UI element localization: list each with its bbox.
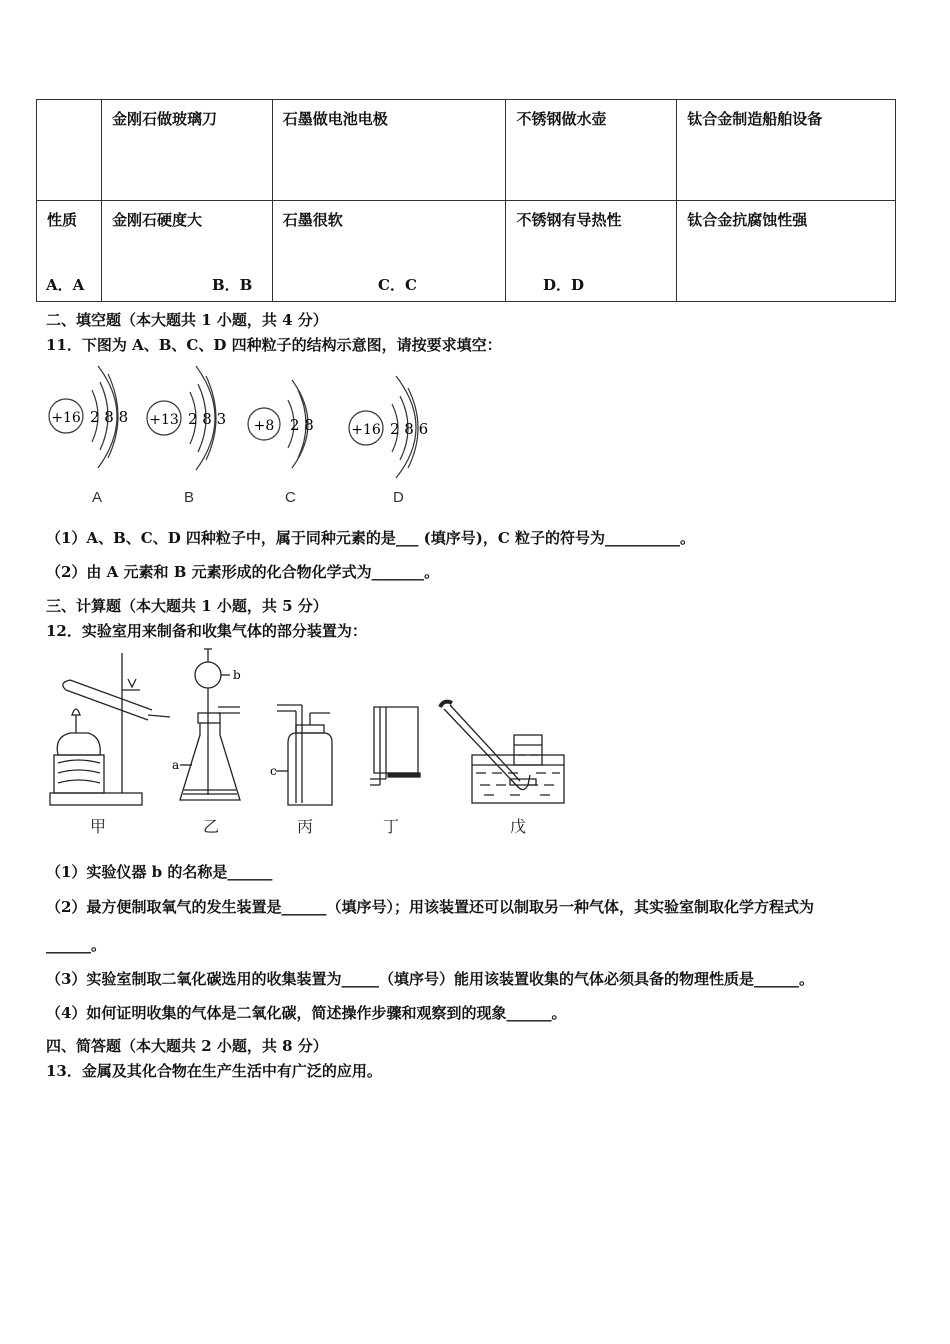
atom-b-diagram [147,366,226,470]
electron-config: 2 8 [290,416,314,434]
electron-config: 2 8 8 [90,408,129,426]
apparatus-label-ding: 丁 [383,817,400,836]
table-cell: 钛合金抗腐蚀性强 [677,201,896,302]
table-cell: 不锈钢有导热性 [506,201,677,302]
table-cell [37,100,102,201]
label-a: a [172,758,180,772]
question-stem: 12．实验室用来制备和收集气体的部分装置为： [46,622,367,640]
question-stem: 11．下图为 A、B、C、D 四种粒子的结构示意图，请按要求填空： [46,336,502,354]
sub-question: （1）A、B、C、D 四种粒子中，属于同种元素的是___ (填序号)，C 粒子的符号为__________。 [46,529,696,547]
atom-label-b: B [184,489,195,506]
option-c[interactable]: C．C [378,276,417,294]
sub-question: （2）由 A 元素和 B 元素形成的化合物化学式为_______。 [46,563,440,581]
section-title: 二、填空题（本大题共 1 小题，共 4 分） [46,311,328,329]
electron-config: 2 8 3 [188,410,227,428]
section-title: 三、计算题（本大题共 1 小题，共 5 分） [46,597,328,615]
apparatus-yi [180,649,240,800]
option-b[interactable]: B．B [212,276,253,294]
comparison-table [36,99,896,302]
apparatus-wu [440,702,564,803]
apparatus-label-wu: 戊 [510,817,527,836]
atom-a-diagram [49,366,128,468]
label-c: c [270,764,277,778]
atom-label-c: C [285,489,296,506]
table-cell: 石墨做电池电极 [272,100,506,201]
label-b: b [233,668,241,682]
apparatus-bing [276,705,332,805]
table-cell: 不锈钢做水壶 [506,100,677,201]
table-row [37,201,896,302]
apparatus-jia [50,653,170,805]
sub-question: （4）如何证明收集的气体是二氧化碳，简述操作步骤和观察到的现象______。 [46,1004,567,1022]
option-a[interactable]: A．A [46,276,85,294]
apparatus-label-bing: 丙 [297,817,314,836]
table-cell: 性质 [37,201,102,302]
lab-apparatus-diagram [40,645,580,815]
atom-c-diagram [248,380,314,468]
atom-label-a: A [92,489,103,506]
atom-nucleus: +16 [51,410,81,426]
apparatus-label-jia: 甲 [90,817,107,836]
table-cell: 石墨很软 [272,201,506,302]
table-cell: 金刚石做玻璃刀 [101,100,272,201]
atom-nucleus: +8 [253,418,275,434]
atom-d-diagram [349,376,428,478]
table-row [37,100,896,201]
atom-label-d: D [393,489,404,506]
atom-nucleus: +16 [351,422,381,438]
atom-diagrams [40,358,460,483]
sub-question: （3）实验室制取二氧化碳选用的收集装置为_____（填序号）能用该装置收集的气体必须具备的物理性质是______。 [46,970,814,988]
question-stem: 13．金属及其化合物在生产生活中有广泛的应用。 [46,1062,382,1080]
sub-question: （1）实验仪器 b 的名称是______ [46,863,273,881]
electron-config: 2 8 6 [390,420,429,438]
sub-question: （2）最方便制取氧气的发生装置是______（填序号）；用该装置还可以制取另一种气体，其实验室制取化学方程式为 [46,898,814,916]
option-d[interactable]: D．D [543,276,585,294]
atom-nucleus: +13 [149,412,179,428]
table-cell: 钛合金制造船舶设备 [677,100,896,201]
table-cell: 金刚石硬度大 [101,201,272,302]
section-title: 四、简答题（本大题共 2 小题，共 8 分） [46,1037,328,1055]
apparatus-ding [370,707,420,785]
apparatus-label-yi: 乙 [203,817,220,836]
sub-question-cont: ______。 [46,936,107,954]
